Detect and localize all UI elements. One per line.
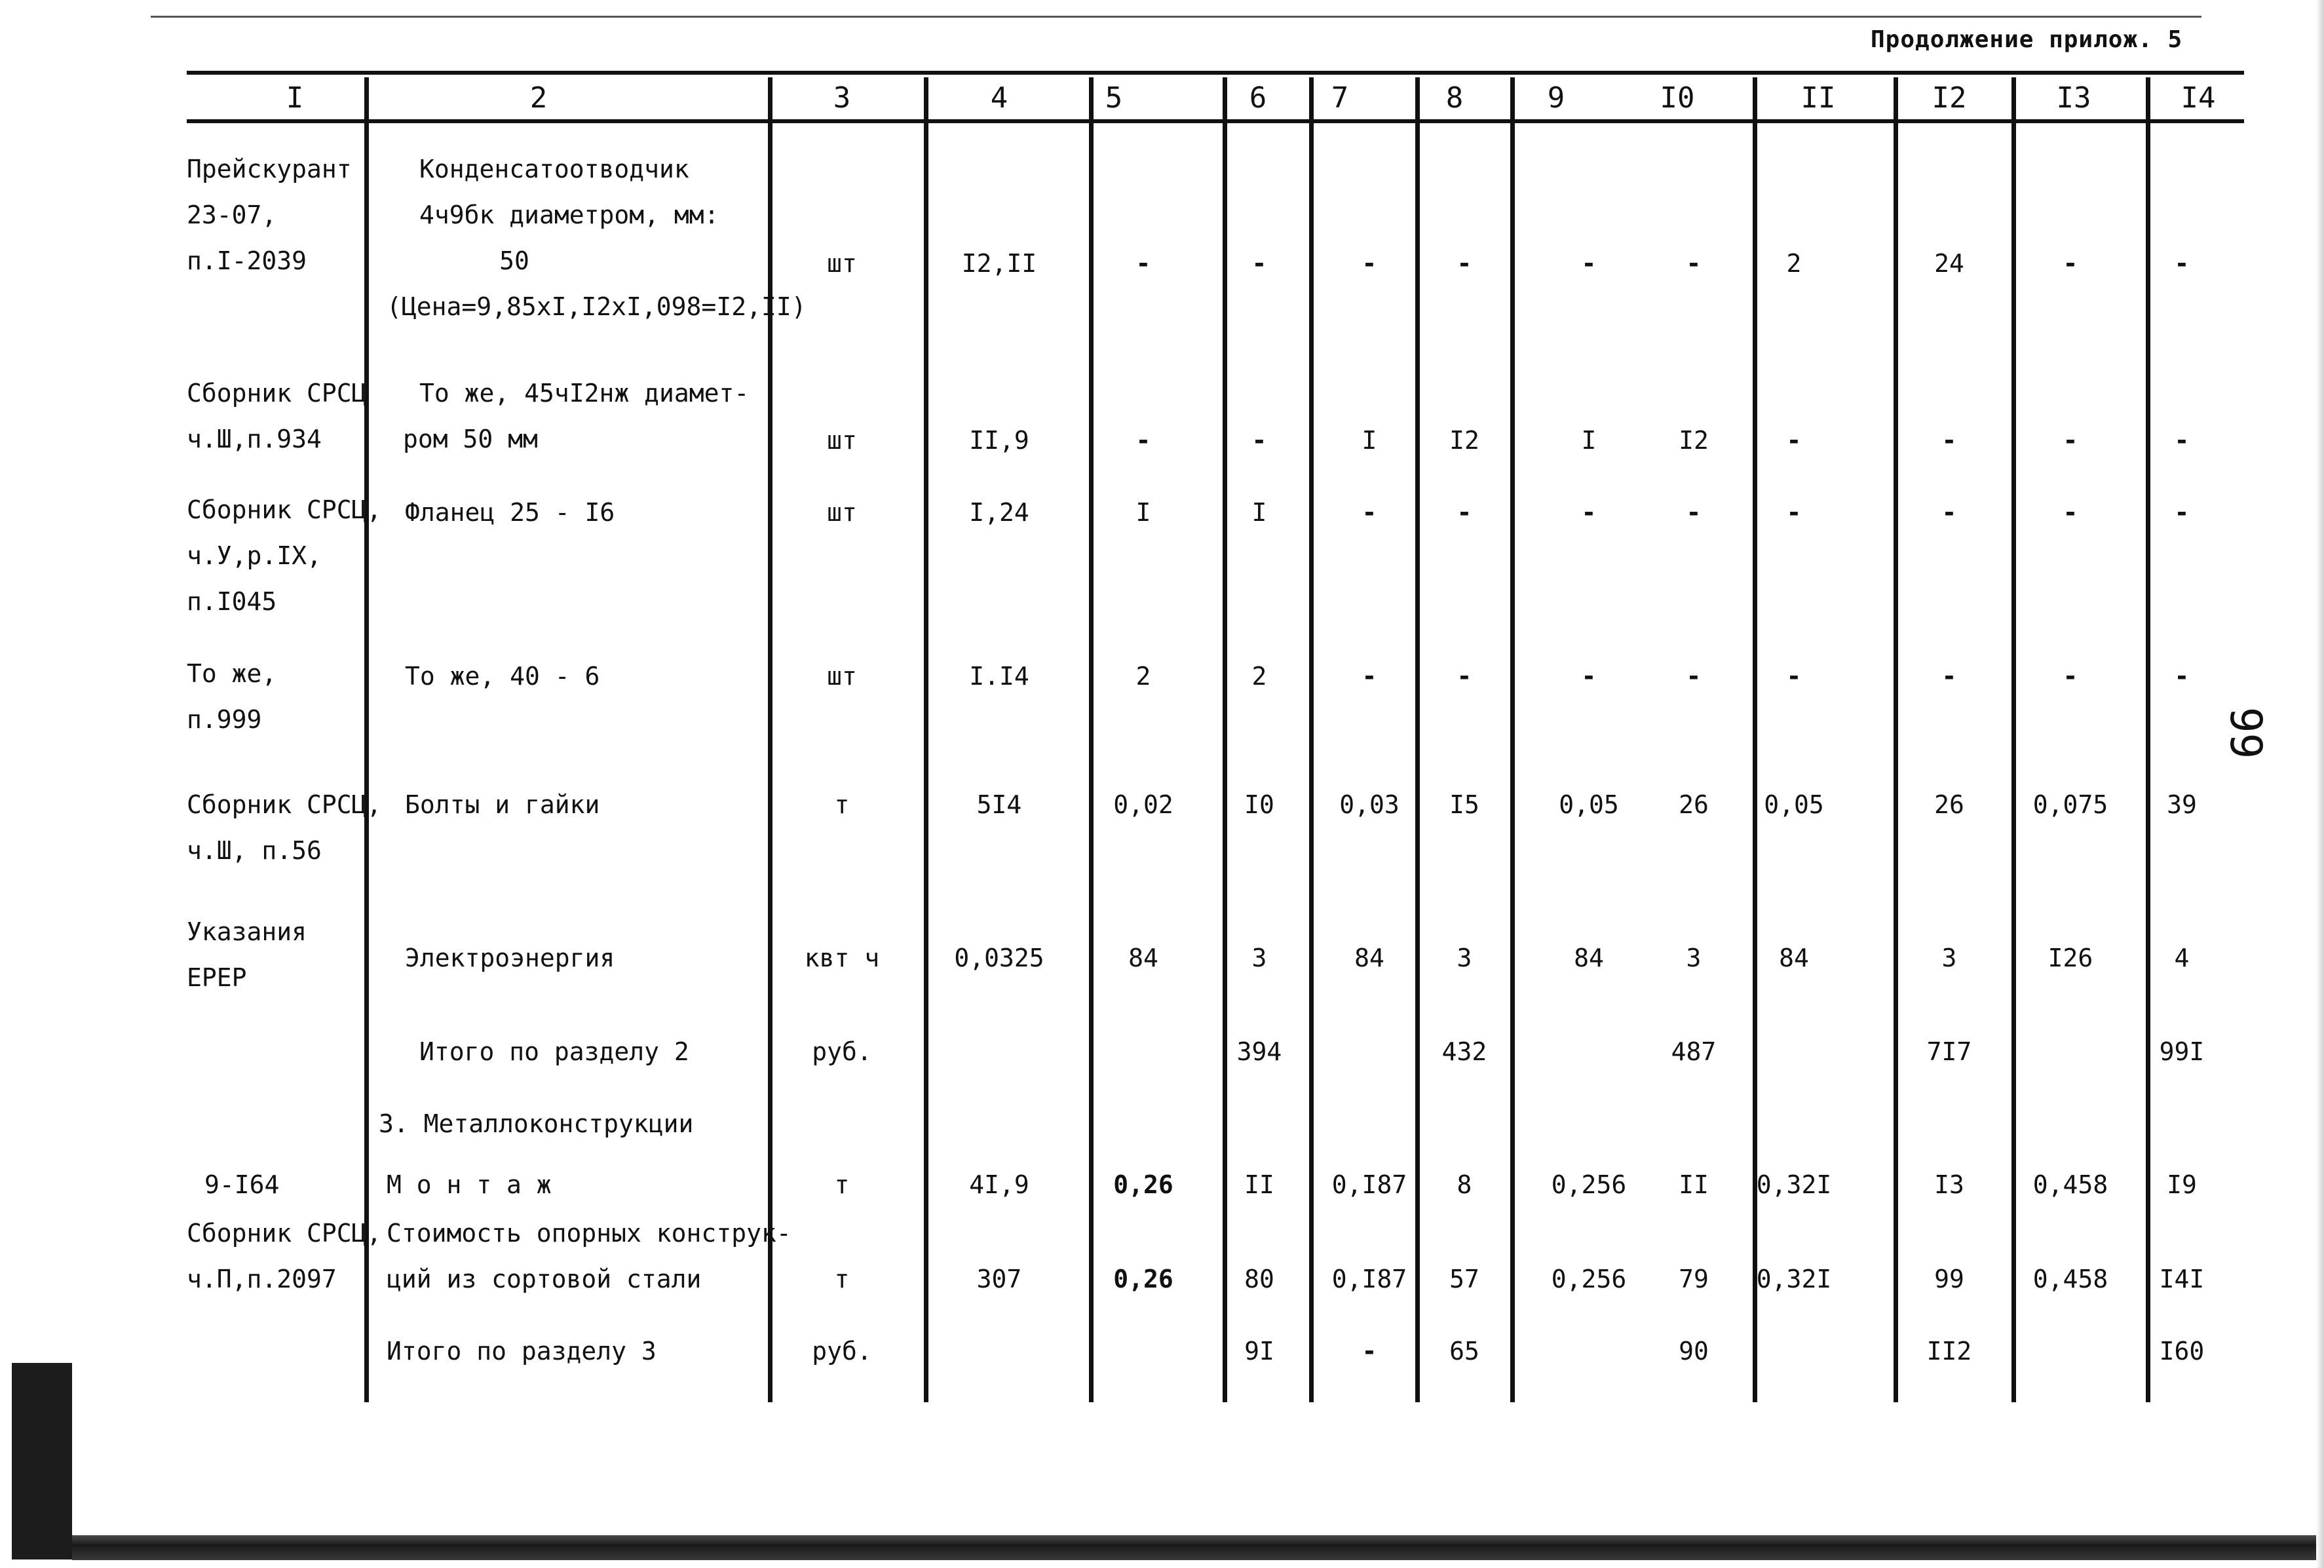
top-rule	[151, 16, 2201, 18]
column-header-1: I	[286, 81, 304, 115]
price-cell: 307	[976, 1265, 1022, 1293]
column-header-10: I0	[1660, 81, 1695, 115]
value-cell: -	[2063, 426, 2078, 455]
scan-shadow-left	[12, 1363, 72, 1559]
column-rule-7	[1415, 77, 1420, 1402]
value-cell: I60	[2159, 1337, 2205, 1366]
value-cell: -	[2174, 426, 2190, 455]
item-description: То же, 45чI2нж диамет-	[419, 379, 750, 408]
value-cell: 84	[1128, 944, 1158, 972]
value-cell: -	[2063, 498, 2078, 527]
value-cell: -	[1786, 426, 1802, 455]
value-cell: I	[1135, 498, 1151, 527]
source-reference: Сборник СРСЦ,	[187, 495, 382, 524]
value-cell: -	[1686, 249, 1702, 278]
value-cell: -	[1362, 498, 1377, 527]
unit-cell: т	[834, 790, 850, 819]
column-rule-10	[1894, 77, 1898, 1402]
source-reference: 9-I64	[204, 1170, 280, 1199]
unit-cell: шт	[827, 426, 857, 455]
source-reference: Прейскурант	[187, 155, 352, 183]
column-header-3: 3	[833, 81, 851, 115]
value-cell: -	[2174, 249, 2190, 278]
value-cell: I9	[2167, 1170, 2197, 1199]
continuation-note: Продолжение прилож. 5	[1871, 26, 2183, 53]
value-cell: 3	[1457, 944, 1472, 972]
unit-cell: квт ч	[804, 944, 880, 972]
column-header-7: 7	[1331, 81, 1349, 115]
value-cell: -	[2063, 249, 2078, 278]
value-cell: 0,I87	[1331, 1265, 1407, 1293]
unit-cell: шт	[827, 249, 857, 278]
item-description: Стоимость опорных конструк-	[387, 1219, 791, 1248]
value-cell: 8	[1457, 1170, 1472, 1199]
unit-cell: т	[834, 1170, 850, 1199]
value-cell: I	[1362, 426, 1377, 455]
item-description: 3. Металлоконструкции	[379, 1109, 694, 1138]
value-cell: -	[1786, 498, 1802, 527]
column-header-4: 4	[990, 81, 1008, 115]
value-cell: 39	[2167, 790, 2197, 819]
value-cell: 7I7	[1926, 1037, 1972, 1066]
price-cell: I,24	[969, 498, 1029, 527]
value-cell: 487	[1671, 1037, 1717, 1066]
value-cell: -	[1786, 662, 1802, 691]
column-rule-11	[2011, 77, 2016, 1402]
item-description: Электроэнергия	[405, 944, 615, 972]
value-cell: 9I	[1244, 1337, 1274, 1366]
value-cell: -	[1457, 662, 1472, 691]
column-rule-2	[768, 77, 772, 1402]
value-cell: 84	[1354, 944, 1384, 972]
value-cell: I	[1251, 498, 1267, 527]
value-cell: 2	[1135, 662, 1151, 691]
value-cell: I5	[1449, 790, 1479, 819]
page-number: 99	[2220, 706, 2272, 759]
value-cell: 3	[1686, 944, 1702, 972]
price-cell: 0,0325	[954, 944, 1044, 972]
table-header-rule	[187, 119, 2244, 123]
column-rule-4	[1089, 77, 1094, 1402]
value-cell: 0,05	[1559, 790, 1619, 819]
value-cell: 26	[1934, 790, 1964, 819]
column-rule-3	[924, 77, 928, 1402]
value-cell: 0,26	[1113, 1265, 1173, 1293]
value-cell: -	[1686, 498, 1702, 527]
column-header-5: 5	[1105, 81, 1123, 115]
value-cell: 4	[2174, 944, 2190, 972]
value-cell: -	[1362, 1337, 1377, 1366]
value-cell: 0,256	[1551, 1265, 1627, 1293]
value-cell: -	[1135, 426, 1151, 455]
source-reference: ч.Ш, п.56	[187, 836, 322, 865]
column-rule-9	[1753, 77, 1757, 1402]
value-cell: I2	[1679, 426, 1709, 455]
value-cell: I2	[1449, 426, 1479, 455]
price-cell: I.I4	[969, 662, 1029, 691]
price-cell: I2,II	[961, 249, 1037, 278]
column-rule-12	[2146, 77, 2150, 1402]
value-cell: 24	[1934, 249, 1964, 278]
source-reference: Сборник СРСЦ	[187, 379, 367, 408]
item-description: ром 50 мм	[403, 425, 538, 453]
value-cell: -	[1135, 249, 1151, 278]
value-cell: -	[1581, 662, 1597, 691]
price-cell: 4I,9	[969, 1170, 1029, 1199]
value-cell: 0,458	[2032, 1265, 2108, 1293]
item-description: Фланец 25 - I6	[405, 498, 615, 527]
value-cell: 394	[1236, 1037, 1282, 1066]
item-description: Конденсатоотводчик	[419, 155, 689, 183]
value-cell: 2	[1786, 249, 1802, 278]
value-cell: 79	[1679, 1265, 1709, 1293]
column-header-2: 2	[529, 81, 548, 115]
item-description: Итого по разделу 2	[419, 1037, 689, 1066]
source-reference: ЕРЕР	[187, 963, 247, 992]
column-header-11: II	[1800, 81, 1836, 115]
value-cell: 0,I87	[1331, 1170, 1407, 1199]
value-cell: 84	[1574, 944, 1604, 972]
column-rule-1	[364, 77, 369, 1402]
value-cell: 99	[1934, 1265, 1964, 1293]
table-top-rule	[187, 71, 2244, 75]
value-cell: 26	[1679, 790, 1709, 819]
item-description: М о н т а ж	[387, 1170, 552, 1199]
column-header-8: 8	[1445, 81, 1464, 115]
value-cell: 80	[1244, 1265, 1274, 1293]
column-header-9: 9	[1547, 81, 1565, 115]
price-cell: II,9	[969, 426, 1029, 455]
value-cell: 0,26	[1113, 1170, 1173, 1199]
value-cell: -	[1686, 662, 1702, 691]
item-description: Итого по разделу 3	[387, 1337, 657, 1366]
value-cell: 0,32I	[1756, 1170, 1832, 1199]
item-description: ций из сортовой стали	[387, 1265, 702, 1293]
value-cell: 99I	[2159, 1037, 2205, 1066]
value-cell: -	[1251, 426, 1267, 455]
value-cell: 65	[1449, 1337, 1479, 1366]
value-cell: 2	[1251, 662, 1267, 691]
value-cell: 0,256	[1551, 1170, 1627, 1199]
value-cell: 0,32I	[1756, 1265, 1832, 1293]
value-cell: 57	[1449, 1265, 1479, 1293]
source-reference: Сборник СРСЦ,	[187, 1219, 382, 1248]
value-cell: -	[1457, 249, 1472, 278]
price-cell: 5I4	[976, 790, 1022, 819]
value-cell: -	[1457, 498, 1472, 527]
value-cell: -	[1251, 249, 1267, 278]
column-rule-5	[1223, 77, 1227, 1402]
item-description: 4ч9бк диаметром, мм:	[419, 201, 719, 229]
value-cell: 0,03	[1339, 790, 1400, 819]
source-reference: п.999	[187, 705, 262, 734]
value-cell: 3	[1941, 944, 1957, 972]
source-reference: п.I045	[187, 587, 277, 616]
column-header-6: 6	[1249, 81, 1267, 115]
unit-cell: шт	[827, 498, 857, 527]
source-reference: Сборник СРСЦ,	[187, 790, 382, 819]
value-cell: I4I	[2159, 1265, 2205, 1293]
value-cell: -	[1941, 498, 1957, 527]
unit-cell: руб.	[812, 1037, 872, 1066]
source-reference: Указания	[187, 917, 307, 946]
source-reference: ч.П,п.2097	[187, 1265, 337, 1293]
value-cell: -	[2174, 662, 2190, 691]
unit-cell: шт	[827, 662, 857, 691]
source-reference: ч.У,р.IX,	[187, 541, 322, 570]
value-cell: I26	[2048, 944, 2093, 972]
value-cell: I3	[1934, 1170, 1964, 1199]
value-cell: 0,075	[2032, 790, 2108, 819]
item-description: 50	[499, 246, 529, 275]
item-description: (Цена=9,85хI,I2хI,098=I2,II)	[387, 292, 807, 321]
value-cell: -	[2174, 498, 2190, 527]
value-cell: 84	[1779, 944, 1809, 972]
value-cell: -	[1362, 662, 1377, 691]
source-reference: То же,	[187, 659, 277, 688]
column-header-13: I3	[2056, 81, 2091, 115]
column-rule-6	[1309, 77, 1314, 1402]
column-header-14: I4	[2181, 81, 2216, 115]
value-cell: -	[1581, 498, 1597, 527]
column-rule-8	[1510, 77, 1515, 1402]
value-cell: II	[1244, 1170, 1274, 1199]
value-cell: II	[1679, 1170, 1709, 1199]
value-cell: -	[1581, 249, 1597, 278]
value-cell: I0	[1244, 790, 1274, 819]
unit-cell: руб.	[812, 1337, 872, 1366]
column-header-12: I2	[1932, 81, 1967, 115]
value-cell: II2	[1926, 1337, 1972, 1366]
value-cell: -	[1941, 662, 1957, 691]
scan-edge-right	[2316, 0, 2324, 1568]
item-description: То же, 40 - 6	[405, 662, 600, 691]
item-description: Болты и гайки	[405, 790, 600, 819]
value-cell: -	[2063, 662, 2078, 691]
value-cell: -	[1362, 249, 1377, 278]
value-cell: 432	[1441, 1037, 1487, 1066]
value-cell: 3	[1251, 944, 1267, 972]
unit-cell: т	[834, 1265, 850, 1293]
value-cell: I	[1581, 426, 1597, 455]
source-reference: 23-07,	[187, 201, 277, 229]
value-cell: -	[1941, 426, 1957, 455]
scan-shadow-bottom	[72, 1535, 2324, 1560]
value-cell: 0,05	[1764, 790, 1824, 819]
value-cell: 90	[1679, 1337, 1709, 1366]
source-reference: п.I-2039	[187, 246, 307, 275]
value-cell: 0,02	[1113, 790, 1173, 819]
source-reference: ч.Ш,п.934	[187, 425, 322, 453]
value-cell: 0,458	[2032, 1170, 2108, 1199]
